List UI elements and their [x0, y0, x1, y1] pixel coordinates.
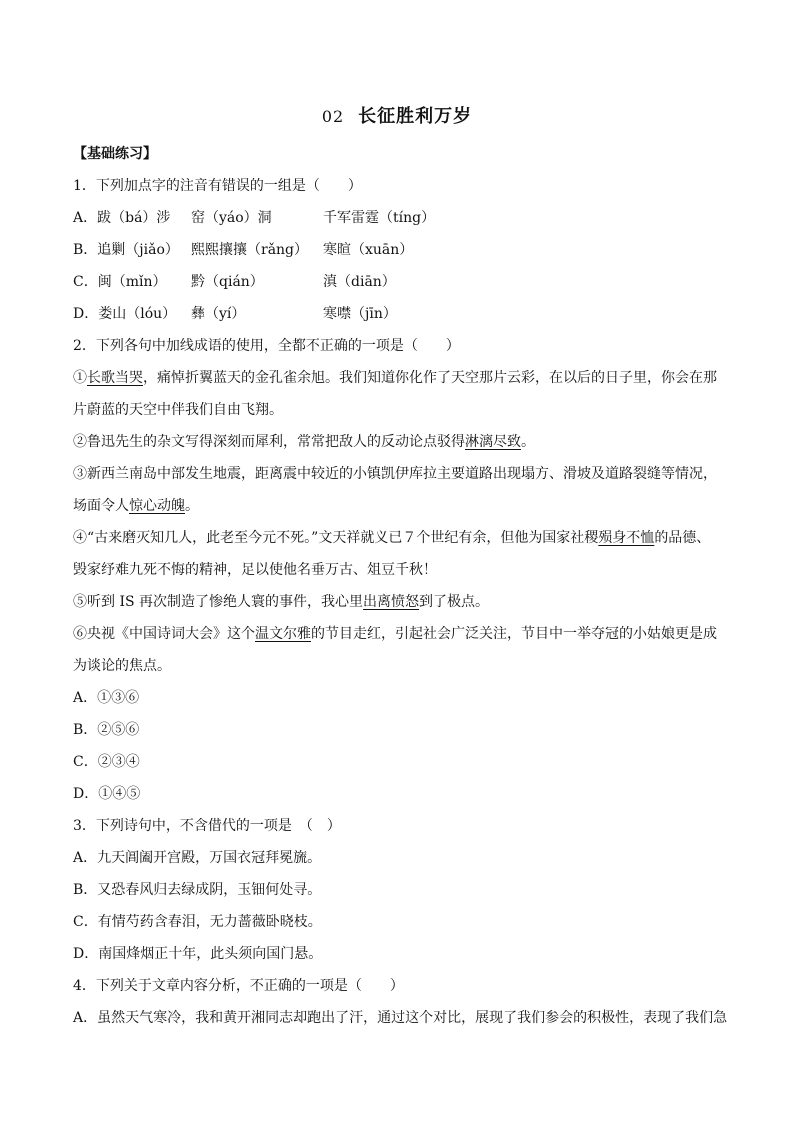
exercise-content — [73, 144, 733, 1040]
q1-d-item2: 彝（yí） — [191, 306, 246, 322]
q2-s3-text: 场面令人 — [73, 498, 129, 514]
q2-sentence-4-cont: 毁家纾难九死不悔的精神，足以使他名垂万古、俎豆千秋！ — [73, 562, 437, 578]
q1-b-item3: 寒暄（xuān） — [323, 242, 414, 258]
q1-c-item1: C．闽（mǐn） — [73, 274, 167, 290]
q3-option-c: C．有情芍药含春泪，无力蔷薇卧晓枝。 — [73, 914, 322, 930]
q2-s2-text: ②鲁迅先生的杂文写得深刻而犀利，常常把敌人的反动论点驳得 — [73, 434, 465, 450]
q2-sentence-1-cont: 片蔚蓝的天空中伴我们自由飞翔。 — [73, 402, 283, 418]
q2-s4-idiom: 殒身不恤 — [598, 530, 655, 546]
q2-s3-end: 。 — [185, 498, 199, 514]
q1-b-item2: 熙熙攘攘（rǎng） — [191, 242, 309, 258]
q2-s6-end: 的节目走红，引起社会广泛关注，节目中一举夺冠的小姑娘更是成 — [311, 626, 717, 642]
q2-sentence-6-cont: 为谈论的焦点。 — [73, 658, 171, 674]
page-title — [0, 102, 794, 128]
q2-sentence-4 — [73, 528, 733, 560]
q1-b-item1: B．追剿（jiǎo） — [73, 242, 179, 258]
q1-a-item2: 窑（yáo）洞 — [191, 210, 272, 226]
q2-option-d: D．①④⑤ — [73, 786, 141, 802]
section-label: 【基础练习】 — [73, 146, 157, 162]
q2-s1-text: ，痛悼折翼蓝天的金孔雀余旭。我们知道你化作了天空那片云彩，在以后的日子里，你会在那 — [143, 370, 717, 386]
q2-s1-idiom: 长歌当哭 — [87, 370, 143, 386]
q1-c-item2: 黔（qián） — [191, 274, 264, 290]
q2-stem: 2．下列各句中加线成语的使用，全都不正确的一项是（ ） — [73, 338, 460, 354]
q2-s2-idiom: 淋漓尽致 — [465, 434, 521, 450]
q3-option-d: D．南国烽烟正十年，此头须向国门悬。 — [73, 946, 323, 962]
q2-option-c: C．②③④ — [73, 754, 140, 770]
q3-stem: 3．下列诗句中，不含借代的一项是 （ ） — [73, 818, 341, 834]
q1-a-item3: 千军雷霆（tíng） — [323, 210, 436, 226]
q2-s5-text: ⑤听到 IS 再次制造了惨绝人寰的事件，我心里 — [73, 594, 364, 610]
q1-stem: 1．下列加点字的注音有错误的一组是（ ） — [73, 178, 362, 194]
q2-sentence-2 — [73, 432, 733, 464]
q3-option-a: A．九天阊阖开宫殿，万国衣冠拜冕旒。 — [73, 850, 322, 866]
q1-option-c — [73, 272, 733, 304]
q1-option-b — [73, 240, 733, 272]
lesson-title: 长征胜利万岁 — [358, 106, 473, 127]
q1-option-a — [73, 208, 733, 240]
q2-sentence-6 — [73, 624, 733, 656]
q2-s5-idiom: 出离愤怒 — [363, 594, 420, 610]
q1-a-item1: A．跋（bá）涉 — [73, 210, 171, 226]
q2-s1-prefix: ① — [73, 370, 87, 386]
q2-s6-text: ⑥央视《中国诗词大会》这个 — [73, 626, 255, 642]
q2-sentence-1 — [73, 368, 733, 400]
q1-d-item1: D．娄山（lóu） — [73, 306, 177, 322]
q2-s4-text: ④“古来磨灭知几人，此老至今元不死。”文天祥就义已７个世纪有余，但他为国家社稷 — [73, 530, 599, 546]
q1-option-d — [73, 304, 733, 336]
q2-option-a: A．①③⑥ — [73, 690, 140, 706]
q2-s4-end: 的品德、 — [654, 530, 711, 546]
q4-stem: 4．下列关于文章内容分析，不正确的一项是（ ） — [73, 978, 404, 994]
q2-s3-idiom: 惊心动魄 — [129, 498, 185, 514]
q2-s6-idiom: 温文尔雅 — [255, 626, 311, 642]
lesson-number: 02 — [321, 107, 345, 126]
q2-option-b: B．②⑤⑥ — [73, 722, 140, 738]
q1-c-item3: 滇（diān） — [323, 274, 396, 290]
q4-option-a: A．虽然天气寒冷，我和黄开湘同志却跑出了汗，通过这个对比，展现了我们参会的积极性，表现了我们急 — [73, 1010, 728, 1026]
q2-s2-end: 。 — [521, 434, 535, 450]
q2-sentence-3-cont — [73, 496, 733, 528]
q3-option-b: B．又恐春风归去绿成阴，玉钿何处寻。 — [73, 882, 322, 898]
q2-s5-end: 到了极点。 — [419, 594, 490, 610]
q2-sentence-5 — [73, 592, 733, 624]
q2-sentence-3: ③新西兰南岛中部发生地震，距离震中较近的小镇凯伊库拉主要道路出现塌方、滑坡及道路裂缝等情况， — [73, 466, 717, 482]
q1-d-item3: 寒噤（jīn） — [323, 306, 397, 322]
